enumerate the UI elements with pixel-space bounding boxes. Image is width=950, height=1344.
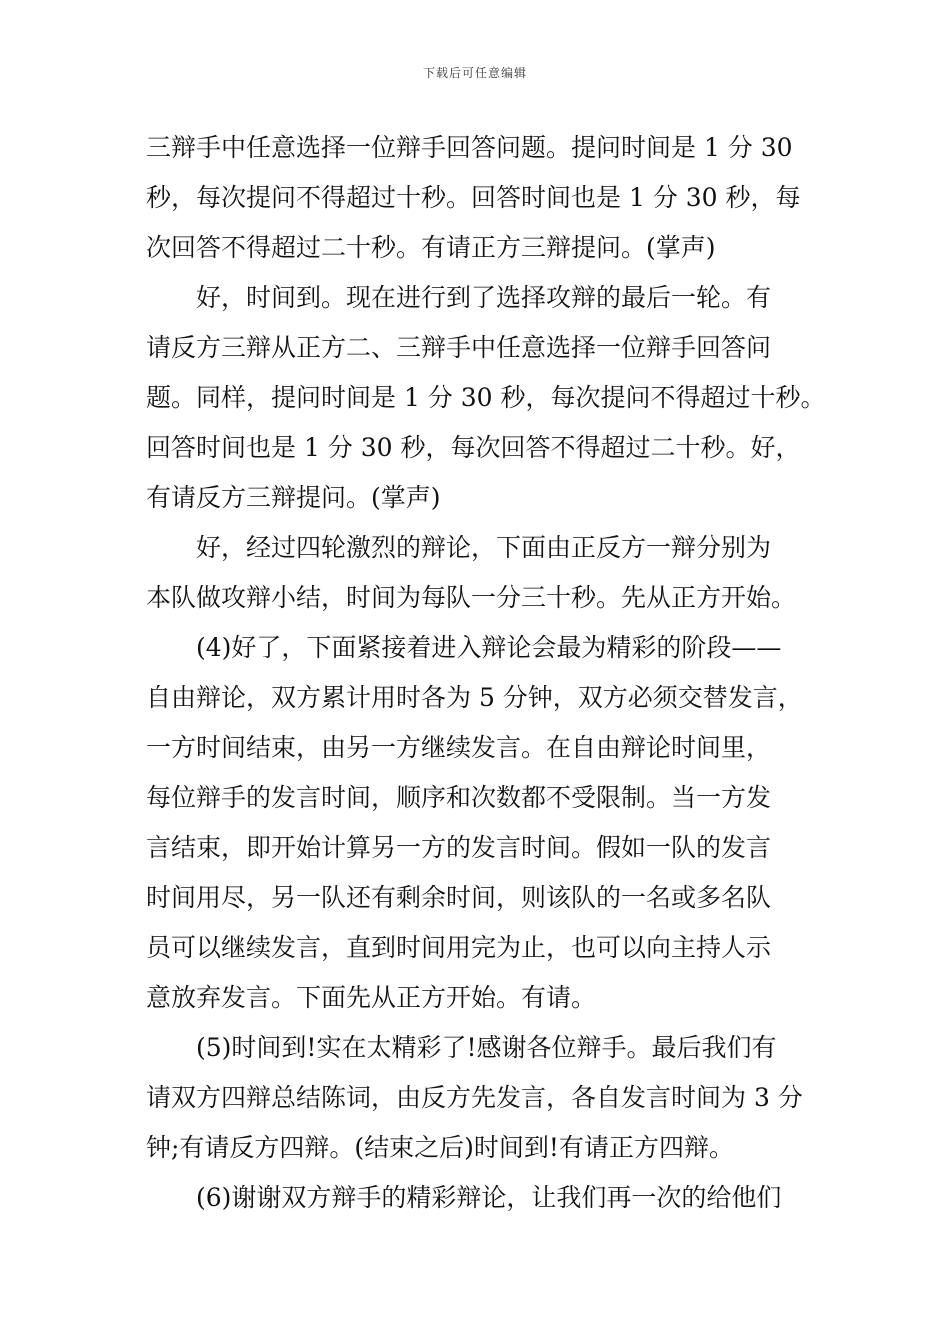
- paragraph-first-line: (5)时间到!实在太精彩了!感谢各位辩手。最后我们有: [196, 1033, 777, 1062]
- paragraph-first-line: (4)好了，下面紧接着进入辩论会最为精彩的阶段——: [196, 633, 782, 662]
- text-line: 意放弃发言。下面先从正方开始。有请。: [146, 983, 597, 1012]
- text-line: 题。同样，提问时间是 1 分 30 秒，每次提问不得超过十秒。: [146, 383, 826, 412]
- text-line: 员可以继续发言，直到时间用完为止，也可以向主持人示: [146, 933, 772, 962]
- text-line: 自由辩论，双方累计用时各为 5 分钟，双方必须交替发言，: [146, 683, 803, 712]
- page-header: 下载后可任意编辑: [422, 66, 527, 80]
- paragraph-first-line: 好，时间到。现在进行到了选择攻辩的最后一轮。有: [196, 283, 772, 312]
- text-line: 请反方三辩从正方二、三辩手中任意选择一位辩手回答问: [146, 333, 772, 362]
- text-line: 次回答不得超过二十秒。有请正方三辩提问。(掌声): [146, 233, 716, 262]
- text-line: 钟;有请反方四辩。(结束之后)时间到!有请正方四辩。: [146, 1133, 734, 1162]
- text-line: 言结束，即开始计算另一方的发言时间。假如一队的发言: [146, 833, 772, 862]
- body-text: [146, 123, 826, 1223]
- paragraph-first-line: (6)谢谢双方辩手的精彩辩论，让我们再一次的给他们: [196, 1183, 782, 1212]
- text-line: 时间用尽，另一队还有剩余时间，则该队的一名或多名队: [146, 883, 772, 912]
- text-line: 本队做攻辩小结，时间为每队一分三十秒。先从正方开始。: [146, 583, 797, 612]
- text-line: 每位辩手的发言时间，顺序和次数都不受限制。当一方发: [146, 783, 772, 812]
- text-line: 回答时间也是 1 分 30 秒，每次回答不得超过二十秒。好，: [146, 433, 801, 462]
- text-line: 三辩手中任意选择一位辩手回答问题。提问时间是 1 分 30: [146, 133, 793, 162]
- paragraph-first-line: 好，经过四轮激烈的辩论，下面由正反方一辩分别为: [196, 533, 772, 562]
- text-line: 秒，每次提问不得超过十秒。回答时间也是 1 分 30 秒，每: [146, 183, 801, 212]
- text-line: 请双方四辩总结陈词，由反方先发言，各自发言时间为 3 分: [146, 1083, 803, 1112]
- text-line: 有请反方三辩提问。(掌声): [146, 483, 441, 512]
- text-line: 一方时间结束，由另一方继续发言。在自由辩论时间里，: [146, 733, 772, 762]
